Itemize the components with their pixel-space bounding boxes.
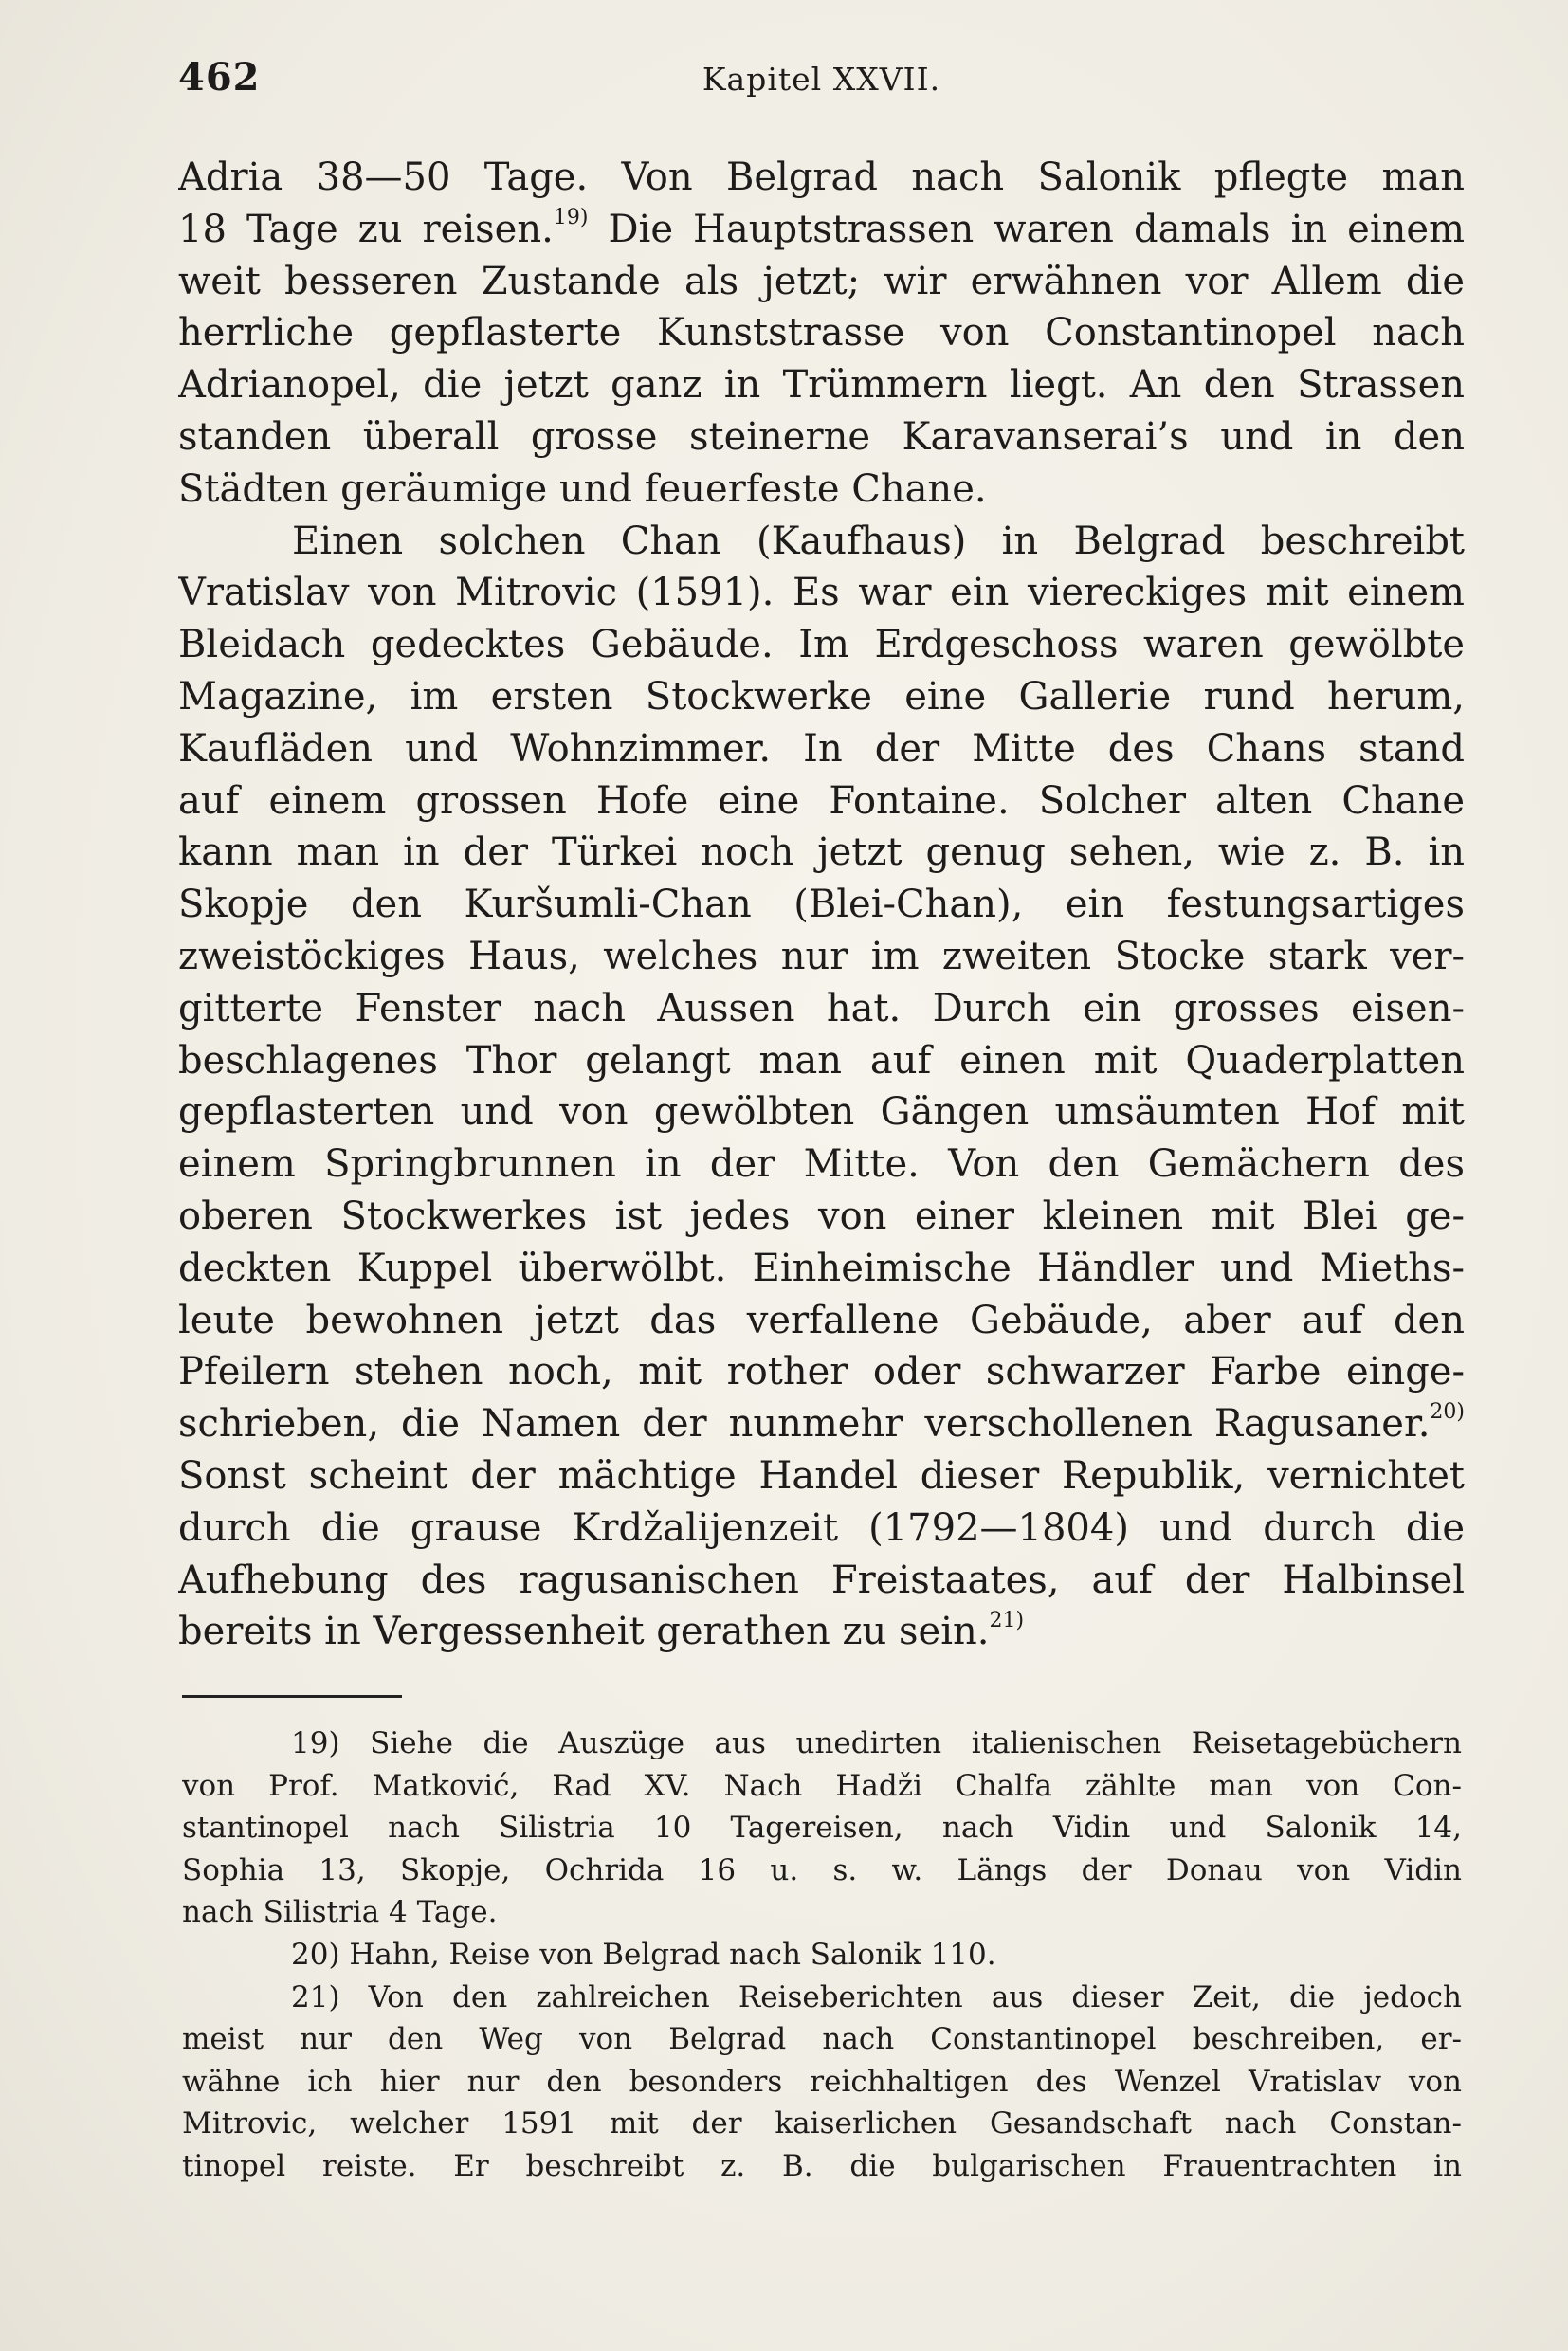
- text-line: Einen solchen Chan (Kaufhaus) in Belgrad beschreibt: [292, 519, 1465, 563]
- text-line: beschlagenes Thor gelangt man auf einen mit Quaderplatten: [178, 1038, 1465, 1083]
- footnotes: [182, 1722, 1462, 2188]
- text-line: gitterte Fenster nach Aussen hat. Durch ein grosses eisen-: [178, 986, 1465, 1030]
- text-line: Pfeilern stehen noch, mit rother oder schwarzer Farbe einge-: [178, 1350, 1465, 1394]
- text-line: einem Springbrunnen in der Mitte. Von den Gemächern des: [178, 1142, 1465, 1187]
- text-line: deckten Kuppel überwölbt. Einheimische Händler und Mieths-: [178, 1246, 1465, 1290]
- text-line: standen überall grosse steinerne Karavanserai’s und in den: [178, 414, 1465, 459]
- text-line: leute bewohnen jetzt das verfallene Gebäude, aber auf den: [178, 1298, 1465, 1342]
- footnote-line: 21) Von den zahlreichen Reiseberichten aus dieser Zeit, die jedoch: [291, 1979, 1462, 2014]
- text-line: zweistöckiges Haus, welches nur im zweiten Stocke stark ver-: [178, 934, 1465, 978]
- footnote-ref-19: 19): [553, 206, 589, 230]
- footnote-ref-20: 20): [1430, 1400, 1465, 1425]
- page-header: [178, 55, 1465, 112]
- text-line: Vratislav von Mitrovic (1591). Es war ein viereckiges mit einem: [178, 571, 1465, 615]
- text-line: Skopje den Kuršumli-Chan (Blei-Chan), ein festungsartiges: [178, 883, 1465, 927]
- footnote-line: meist nur den Weg von Belgrad nach Constantinopel beschreiben, er-: [182, 2022, 1462, 2057]
- text-line: schrieben, die Namen der nunmehr verschollenen Ragusaner.$^{20)}$: [178, 1400, 1465, 1447]
- text-line: Städten geräumige und feuerfeste Chane.: [178, 466, 987, 511]
- footnote-line: tinopel reiste. Er beschreibt z. B. die bulgarischen Frauentrachten in: [182, 2148, 1462, 2183]
- text-line: durch die grause Krdžalijenzeit (1792—1804) und durch die: [178, 1505, 1465, 1550]
- footnote-line: 19) Siehe die Auszüge aus unedirten italienischen Reisetagebüchern: [291, 1726, 1462, 1760]
- footnote-line: Sophia 13, Skopje, Ochrida 16 u. s. w. Längs der Donau von Vidin: [182, 1852, 1462, 1887]
- footnote-line: von Prof. Matković, Rad XV. Nach Hadži Chalfa zählte man von Con-: [182, 1768, 1462, 1803]
- footnote-line: stantinopel nach Silistria 10 Tagereisen, nach Vidin und Salonik 14,: [182, 1811, 1462, 1846]
- body-text: [178, 152, 1465, 1658]
- footnote-line: wähne ich hier nur den besonders reichhaltigen des Wenzel Vratislav von: [182, 2064, 1462, 2099]
- text-line: gepflasterten und von gewölbten Gängen umsäumten Hof mit: [178, 1090, 1465, 1135]
- text-line: 18 Tage zu reisen.$^{19)}$ Die Hauptstrassen waren damals in einem: [178, 206, 1465, 251]
- footnote-line: 20) Hahn, Reise von Belgrad nach Salonik 110.: [291, 1937, 996, 1972]
- text-line: oberen Stockwerkes ist jedes von einer kleinen mit Blei ge-: [178, 1194, 1465, 1238]
- footnote-separator: [182, 1695, 402, 1698]
- text-line: Adrianopel, die jetzt ganz in Trümmern liegt. An den Strassen: [178, 363, 1465, 408]
- text-line: Sonst scheint der mächtige Handel dieser Republik, vernichtet: [178, 1453, 1465, 1498]
- text-line: auf einem grossen Hofe eine Fontaine. Solcher alten Chane: [178, 778, 1465, 823]
- text-line: Kaufläden und Wohnzimmer. In der Mitte des Chans stand: [178, 726, 1465, 771]
- footnote-line: nach Silistria 4 Tage.: [182, 1895, 498, 1930]
- text-line: Bleidach gedecktes Gebäude. Im Erdgeschoss waren gewölbte: [178, 623, 1465, 667]
- text-line: kann man in der Türkei noch jetzt genug sehen, wie z. B. in: [178, 830, 1465, 875]
- footnote-ref-21: 21): [989, 1608, 1025, 1632]
- text-line: weit besseren Zustande als jetzt; wir erwähnen vor Allem die: [178, 259, 1465, 303]
- footnote-line: Mitrovic, welcher 1591 mit der kaiserlichen Gesandschaft nach Constan-: [182, 2106, 1462, 2141]
- text-line: Aufhebung des ragusanischen Freistaates, auf der Halbinsel: [178, 1558, 1465, 1602]
- text-line: herrliche gepflasterte Kunststrasse von Constantinopel nach: [178, 311, 1465, 355]
- text-line: Adria 38—50 Tage. Von Belgrad nach Salonik pflegte man: [178, 155, 1465, 199]
- running-title: Kapitel XXVII.: [702, 61, 941, 98]
- text-line: bereits in Vergessenheit gerathen zu sein.$^{21)}$: [178, 1608, 1025, 1654]
- text-line: Magazine, im ersten Stockwerke eine Gallerie rund herum,: [178, 674, 1465, 719]
- page-number: 462: [178, 55, 261, 100]
